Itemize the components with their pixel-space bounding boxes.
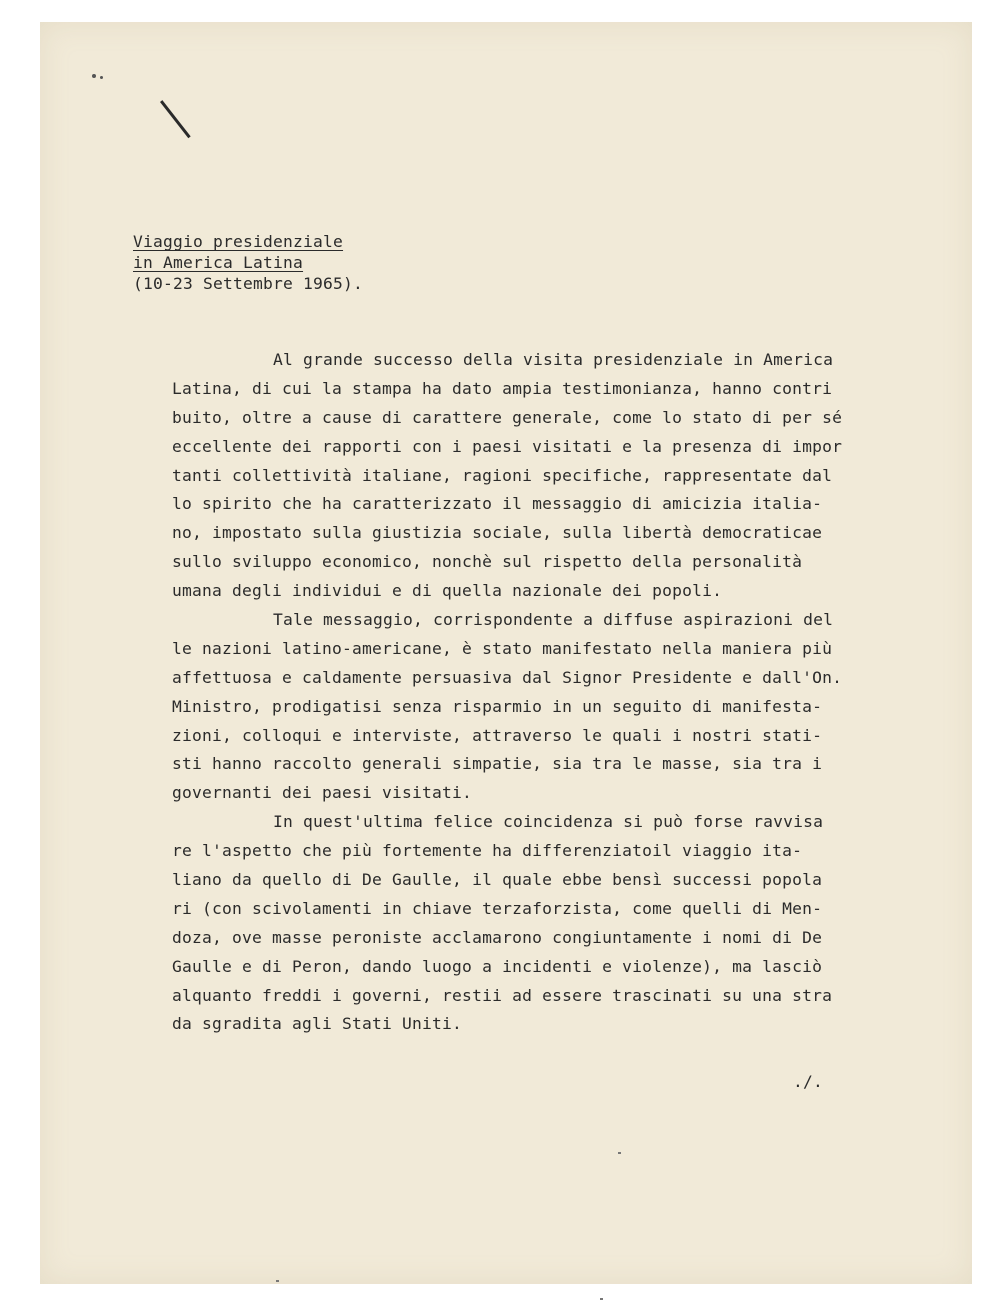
document-body bbox=[172, 346, 862, 1039]
body-line: Latina, di cui la stampa ha dato ampia testimonianza, hanno contri bbox=[172, 378, 833, 398]
paper-speck bbox=[618, 1152, 621, 1154]
document-heading bbox=[133, 231, 363, 294]
body-line: governanti dei paesi visitati. bbox=[172, 783, 473, 803]
pen-mark bbox=[160, 100, 191, 138]
body-line: zioni, colloqui e interviste, attraverso le quali i nostri stati- bbox=[172, 725, 823, 745]
body-line: liano da quello di De Gaulle, il quale ebbe bensì successi popola bbox=[172, 870, 823, 890]
heading-line-3: (10-23 Settembre 1965). bbox=[133, 274, 364, 293]
body-line: alquanto freddi i governi, restii ad essere trascinati su una stra bbox=[172, 985, 833, 1005]
body-line: tanti collettività italiane, ragioni specifiche, rappresentate dal bbox=[172, 465, 833, 485]
body-line: sullo sviluppo economico, nonchè sul rispetto della personalità bbox=[172, 552, 803, 572]
body-line: eccellente dei rapporti con i paesi visitati e la presenza di impor bbox=[172, 436, 843, 456]
body-line: ri (con scivolamenti in chiave terzaforzista, come quelli di Men- bbox=[172, 898, 823, 918]
body-line: doza, ove masse peroniste acclamarono congiuntamente i nomi di De bbox=[172, 927, 823, 947]
body-line: da sgradita agli Stati Uniti. bbox=[172, 1014, 463, 1034]
heading-line-1: Viaggio presidenziale bbox=[133, 232, 344, 251]
ink-dot bbox=[100, 76, 103, 79]
body-line: Gaulle e di Peron, dando luogo a incidenti e violenze), ma lasciò bbox=[172, 956, 823, 976]
body-line: Al grande successo della visita presidenziale in America bbox=[273, 350, 834, 369]
body-line: no, impostato sulla giustizia sociale, sulla libertà democraticae bbox=[172, 523, 823, 543]
body-line: umana degli individui e di quella nazionale dei popoli. bbox=[172, 581, 723, 601]
heading-line-2: in America Latina bbox=[133, 253, 304, 272]
body-line: lo spirito che ha caratterizzato il messaggio di amicizia italia- bbox=[172, 494, 823, 514]
body-line: affettuosa e caldamente persuasiva dal Signor Presidente e dall'On. bbox=[172, 667, 843, 687]
body-line: le nazioni latino-americane, è stato manifestato nella maniera più bbox=[172, 638, 833, 658]
continuation-mark: ./. bbox=[793, 1072, 824, 1091]
body-line: buito, oltre a cause di carattere generale, come lo stato di per sé bbox=[172, 407, 843, 427]
body-line: Tale messaggio, corrispondente a diffuse aspirazioni del bbox=[273, 610, 834, 630]
body-line: re l'aspetto che più fortemente ha differenziatoil viaggio ita- bbox=[172, 841, 803, 861]
body-line: Ministro, prodigatisi senza risparmio in un seguito di manifesta- bbox=[172, 696, 823, 716]
body-line: In quest'ultima felice coincidenza si può forse ravvisa bbox=[273, 812, 824, 832]
ink-dot bbox=[92, 74, 96, 78]
paper-speck bbox=[276, 1280, 279, 1282]
body-line: sti hanno raccolto generali simpatie, sia tra le masse, sia tra i bbox=[172, 754, 823, 774]
